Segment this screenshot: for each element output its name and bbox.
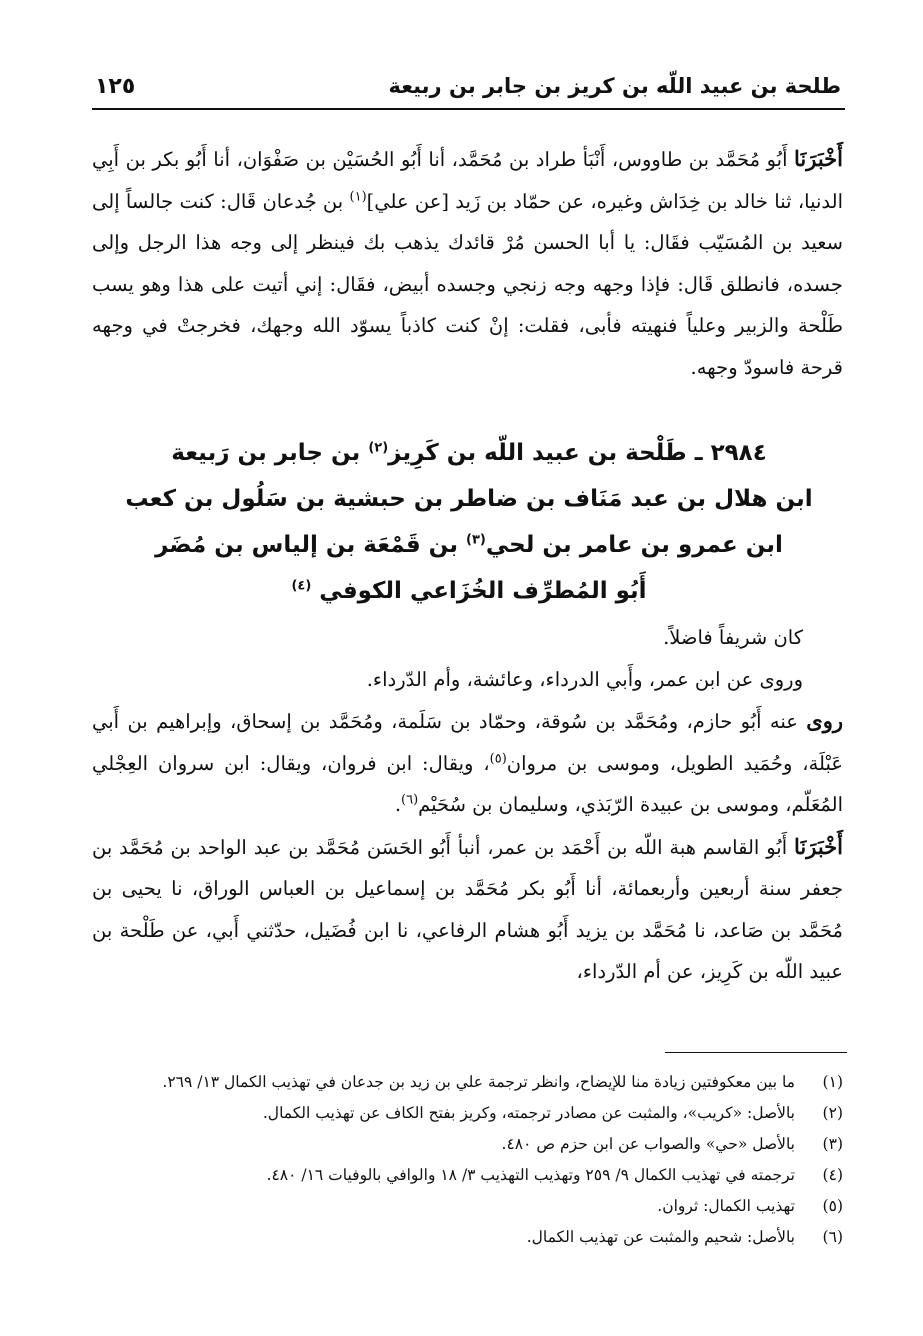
intro-text: أَبُو مُحَمَّد بن طاووس، أَنْبَأ طراد بن مُحَمَّد، أنا أَبُو الحُسَيْن بن صَفْوَان، أنا أَبُو بكر بن أَبِي الدنيا، ثنا خالد بن خِدَاش وغيره، عن حمّاد بن زَيد [عن علي] [92,148,843,213]
running-title: طلحة بن عبيد اللّه بن كريز بن جابر بن ربيعة [388,74,841,98]
footnote-number: (١) [822,1073,843,1091]
footnote-number: (٢) [822,1104,843,1122]
footnote-4 [92,1161,843,1189]
entry-line-4a: أَبُو المُطرِّف الخُزَاعي الكوفي [319,578,647,604]
footnotes [92,1068,843,1254]
intro-block [92,138,843,388]
paragraph-sharif: كان شريفاً فاضلاً. [663,626,803,649]
paragraph-rwa-anhu [92,700,843,826]
entry-line-1b: بن جابر بن رَبيعة [171,440,369,466]
footnote-text: ترجمته في تهذيب الكمال ٩/ ٢٥٩ وتهذيب التهذيب ٣/ ١٨ والوافي بالوفيات ١٦/ ٤٨٠. [266,1166,795,1184]
footnote-1 [92,1068,843,1096]
main-text [92,617,843,993]
footnote-ref-6[interactable]: (٦) [401,792,419,808]
footnote-number: (٦) [822,1228,843,1246]
akhbarana-text: أَبُو القاسم هبة اللّه بن أَحْمَد بن عمر، أنبأ أَبُو الحَسَن مُحَمَّد بن عبد الواحد بن مُحَمَّد بن جعفر سنة أربعين وأربعمائة، أنا أَبُو بكر مُحَمَّد بن إسماعيل بن العباس الوراق، نا يحيى بن مُحَمَّد بن صَاعد، نا مُحَمَّد بن يزيد أَبُو هشام الرفاعي، نا ابن فُضَيل، حدّثني أَبي، عن طَلْحة بن عبيد اللّه بن كَرِيز، عن أم الدّرداء، [92,835,843,983]
footnote-5 [92,1192,843,1220]
footnote-ref-5[interactable]: (٥) [489,751,507,766]
entry-heading-line-1 [95,430,843,476]
footnote-rule [665,1052,847,1053]
paragraph-akhbarana [92,826,843,993]
footnote-3 [92,1130,843,1158]
footnote-number: (٣) [822,1135,843,1153]
intro-keyword: أَخْبَرَنَا [794,146,843,171]
footnote-text: بالأصل «حي» والصواب عن ابن حزم ص ٤٨٠. [501,1135,795,1153]
footnote-2 [92,1099,843,1127]
footnote-number: (٤) [822,1166,843,1184]
page-header [95,70,841,106]
page-number: ١٢٥ [95,74,136,99]
rwa-text-2: ، ويقال: ابن فروان، ويقال: ابن سروان العِجْلي المُعَلّم، وموسى بن عبيدة الرّبَذي، وسليمان بن سُحَيْم [92,751,843,816]
entry-line-3a: ابن عمرو بن عامر بن لحي [485,532,783,558]
footnote-text: تهذيب الكمال: ثروان. [657,1197,795,1215]
header-rule [92,108,845,110]
footnote-text: ما بين معكوفتين زيادة منا للإيضاح، وانظر ترجمة علي بن زيد بن جدعان في تهذيب الكمال ١٣/ ٢٦٩. [162,1073,795,1091]
entry-heading-line-3 [95,522,843,568]
footnote-text: بالأصل: شحيم والمثبت عن تهذيب الكمال. [526,1228,795,1246]
footnote-ref-4[interactable]: (٤) [291,578,312,594]
rwa-keyword: روى [806,708,843,733]
entry-heading-line-2: ابن هلال بن عبد مَنَاف بن ضاطر بن حبشية بن سَلُول بن كعب [125,486,813,512]
paragraph-rawa: وروى عن ابن عمر، وأَبي الدرداء، وعائشة، وأم الدّرداء. [366,667,803,691]
footnote-ref-1[interactable]: (١) [349,189,367,204]
akhbarana-keyword: أَخْبَرَنَا [794,833,843,859]
entry-heading-line-4 [95,568,843,614]
footnote-text: بالأصل: «كريب»، والمثبت عن مصادر ترجمته، وكريز بفتح الكاف عن تهذيب الكمال. [262,1104,795,1122]
footnote-6 [92,1223,843,1251]
entry-heading [95,430,843,614]
footnote-ref-3[interactable]: (٣) [466,532,486,548]
footnote-ref-2[interactable]: (٢) [368,440,389,456]
rwa-text: عنه أَبُو حازم، ومُحَمَّد بن سُوقة، وحمّاد بن سَلَمة، ومُحَمَّد بن إسحاق، وإبراهيم بن أَبي عَبْلَة، وحُمَيد الطويل، وموسى بن مروان [92,710,844,775]
intro-text-2: بن جُدعان قَال: كنت جالساً إلى سعيد بن المُسَيّب فقَال: يا أبا الحسن مُرْ قائدك يذهب بك فينظر إلى وجه هذا الرجل وإلى جسده، فانطلق قَال: فإذا وجهه وجه زنجي وجسده أبيض، فقَال: إني أتيت على هذا وهو يسب طَلْحة والزبير وعلياً فنهيته فأبى، فقلت: إنْ كنت كاذباً يسوّد الله وجهك، فخرجتْ في وجهه قرحة فاسودّ وجهه. [92,189,843,379]
entry-line-1a: ٢٩٨٤ ـ طَلْحة بن عبيد اللّه بن كَرِيز [388,440,767,466]
intro-paragraph [92,138,843,388]
rwa-text-3: . [394,793,402,816]
entry-line-3b: بن قَمْعَة بن إلياس بن مُضَر [155,532,467,558]
footnote-number: (٥) [822,1197,843,1215]
